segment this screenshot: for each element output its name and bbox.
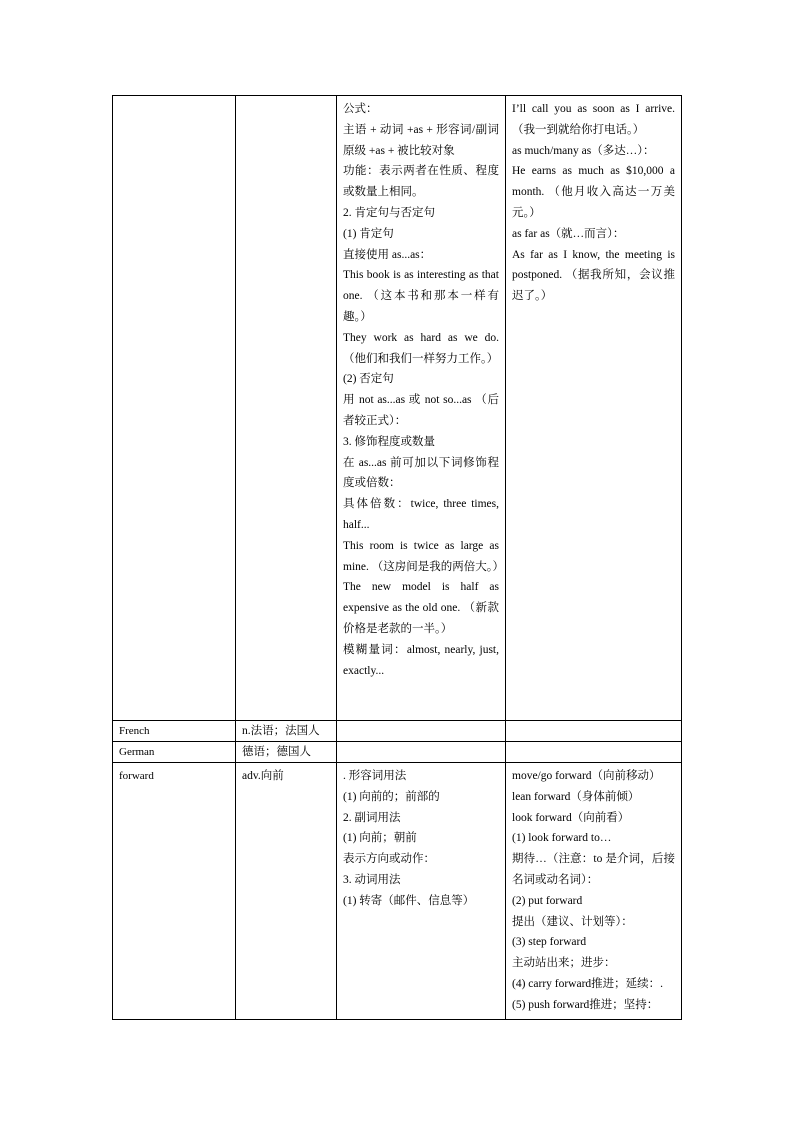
phrases-cell (506, 742, 682, 763)
usage-cell (337, 721, 506, 742)
phrases-cell (506, 721, 682, 742)
usage-line: 公式： (343, 103, 378, 115)
word-cell (113, 96, 236, 721)
usage-line: 功能：表示两者在性质、程度或数量上相同。 (343, 165, 499, 199)
usage-line: . 形容词用法 (343, 770, 407, 782)
phrase-line: (3) step forward (512, 936, 587, 949)
meaning-text: 德语；德国人 (242, 746, 311, 758)
word-cell (113, 763, 236, 1020)
phrases-cell (506, 763, 682, 1020)
phrases-cell (506, 96, 682, 721)
usage-line: 用 not as...as 或 not so...as （后者较正式）： (343, 394, 499, 427)
usage-line: 3. 动词用法 (343, 873, 401, 886)
usage-line: (1) 向前；朝前 (343, 832, 417, 845)
word-text: German (119, 746, 155, 758)
phrase-line: as far as（就…而言）： (512, 227, 625, 240)
table-row (113, 96, 682, 721)
meaning-cell (236, 742, 337, 763)
phrase-line: As far as I know, the meeting is postponed. （据我所知，会议推迟了。） (512, 248, 675, 303)
phrase-line: I’ll call you as soon as I arrive. （我一到就给你打电话。） (512, 103, 675, 136)
usage-line: 2. 肯定句与否定句 (343, 206, 435, 219)
usage-cell (337, 763, 506, 1020)
phrase-line: look forward（向前看） (512, 811, 630, 824)
phrase-line: (4) carry forward推进；延续：. (512, 977, 664, 990)
usage-line: (2) 否定句 (343, 373, 394, 386)
meaning-text: adv.向前 (242, 770, 284, 782)
phrase-line: as much/many as（多达…）： (512, 144, 655, 157)
phrase-line: move/go forward（向前移动） (512, 770, 661, 782)
phrase-line: 提出（建议、计划等）： (512, 915, 633, 928)
vocabulary-table (112, 95, 682, 1020)
usage-line: (1) 肯定句 (343, 227, 394, 240)
usage-line: 3. 修饰程度或数量 (343, 435, 435, 448)
usage-line: 在 as...as 前可加以下词修饰程度或倍数： (343, 456, 499, 490)
meaning-cell (236, 96, 337, 721)
phrase-line: 主动站出来；进步： (512, 957, 616, 970)
usage-cell (337, 96, 506, 721)
word-text: French (119, 725, 150, 737)
meaning-text: n.法语；法国人 (242, 725, 320, 737)
phrase-line: (2) put forward (512, 894, 583, 907)
usage-line: 具体倍数：twice, three times, half... (343, 498, 499, 531)
phrase-line: He earns as much as $10,000 a month. （他月收入高达一万美元。） (512, 165, 675, 219)
usage-line: 直接使用 as...as： (343, 248, 432, 261)
usage-line: 2. 副词用法 (343, 811, 401, 824)
usage-line: (1) 向前的；前部的 (343, 790, 440, 803)
table-row (113, 742, 682, 763)
table-row (113, 763, 682, 1020)
usage-line: This book is as interesting as that one. （这本书和那本一样有趣。） (343, 269, 499, 323)
phrase-line: 期待…（注意：to 是介词，后接名词或动名词）： (512, 853, 675, 886)
phrase-line: (5) push forward推进；坚持： (512, 998, 659, 1011)
usage-line: (1) 转寄（邮件、信息等） (343, 894, 475, 907)
word-cell (113, 742, 236, 763)
usage-cell (337, 742, 506, 763)
usage-line: 表示方向或动作： (343, 853, 435, 866)
usage-line: 主语 + 动词 +as + 形容词/副词原级 +as + 被比较对象 (343, 123, 499, 157)
usage-line: This room is twice as large as mine. （这房间是我的两倍大。） (343, 539, 504, 573)
phrase-line: lean forward（身体前倾） (512, 790, 640, 803)
usage-line: They work as hard as we do. （他们和我们一样努力工作。） (343, 331, 499, 365)
phrase-line: (1) look forward to… (512, 832, 612, 845)
meaning-cell (236, 721, 337, 742)
word-text: forward (119, 770, 154, 782)
usage-line: 模糊量词：almost, nearly, just, exactly... (343, 643, 499, 677)
word-cell (113, 721, 236, 742)
table-row (113, 721, 682, 742)
usage-line: The new model is half as expensive as the old one. （新款价格是老款的一半。） (343, 581, 499, 635)
meaning-cell (236, 763, 337, 1020)
